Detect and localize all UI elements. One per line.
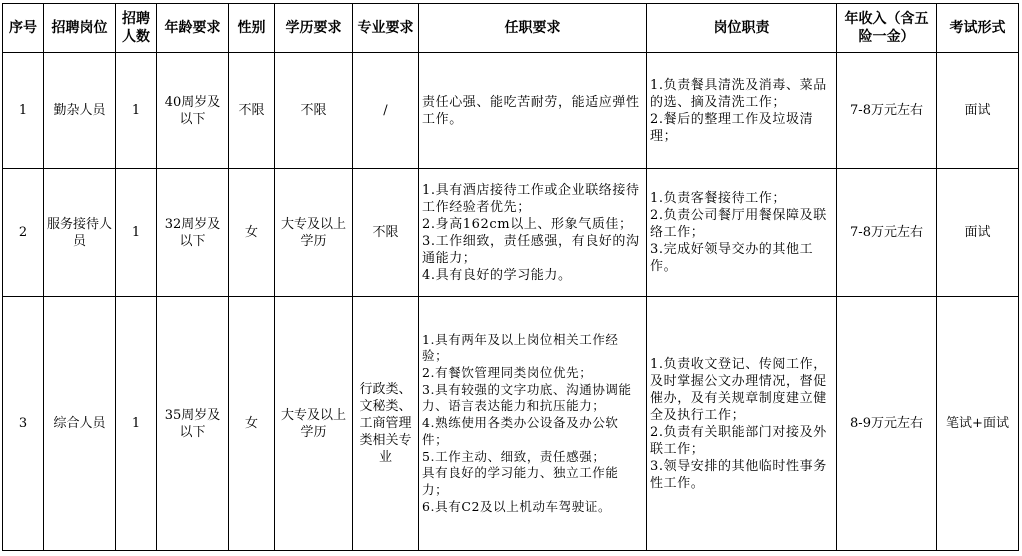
cell-education: 不限 <box>275 53 353 169</box>
cell-duties <box>647 169 837 297</box>
requirement-line: 1.具有两年及以上岗位相关工作经验； <box>422 331 619 364</box>
cell-salary: 7-8万元左右 <box>837 169 937 297</box>
cell-major: 不限 <box>353 169 419 297</box>
requirement-line: 6.具有C2及以上机动车驾驶证。 <box>422 498 612 514</box>
requirement-line: 2.有餐饮管理同类岗位优先； <box>422 365 593 381</box>
header-count: 招聘人数 <box>116 4 157 53</box>
header-index: 序号 <box>3 4 44 53</box>
cell-count: 1 <box>116 53 157 169</box>
duty-line: 1.负责餐具清洗及消毒、菜品的选、摘及清洗工作； <box>650 77 827 110</box>
header-requirements: 任职要求 <box>419 4 647 53</box>
header-education: 学历要求 <box>275 4 353 53</box>
header-exam: 考试形式 <box>937 4 1019 53</box>
cell-duties <box>647 297 837 551</box>
cell-age: 32周岁及以下 <box>157 169 229 297</box>
duty-line: 2.负责公司餐厅用餐保障及联络工作； <box>650 208 827 240</box>
duty-line: 3.完成好领导交办的其他工作。 <box>650 242 814 274</box>
requirement-line: 1.具有酒店接待工作或企业联络接待工作经验者优先； <box>422 182 640 215</box>
duty-line: 3.领导安排的其他临时性事务性工作。 <box>650 458 827 491</box>
header-row <box>3 4 1019 53</box>
cell-gender: 不限 <box>229 53 275 169</box>
cell-education: 大专及以上学历 <box>275 297 353 551</box>
cell-major: / <box>353 53 419 169</box>
header-age: 年龄要求 <box>157 4 229 53</box>
cell-salary: 7-8万元左右 <box>837 53 937 169</box>
cell-salary: 8-9万元左右 <box>837 297 937 551</box>
recruitment-table <box>2 3 1019 551</box>
requirement-line: 3.具有较强的文字功底、沟通协调能力、语言表达能力和抗压能力； <box>422 381 632 414</box>
duty-line: 1.负责客餐接待工作； <box>650 191 787 206</box>
cell-index: 2 <box>3 169 44 297</box>
requirement-line: 责任心强、能吃苦耐劳，能适应弹性工作。 <box>422 94 640 127</box>
cell-index: 1 <box>3 53 44 169</box>
cell-index: 3 <box>3 297 44 551</box>
cell-gender: 女 <box>229 169 275 297</box>
duty-line: 2.餐后的整理工作及垃圾清理； <box>650 111 814 144</box>
requirement-line: 3.工作细致，责任感强，有良好的沟通能力； <box>422 233 640 266</box>
cell-exam: 面试 <box>937 169 1019 297</box>
table-row <box>3 53 1019 169</box>
cell-duties <box>647 53 837 169</box>
header-duties: 岗位职责 <box>647 4 837 53</box>
header-salary: 年收入（含五险一金） <box>837 4 937 53</box>
table-row <box>3 297 1019 551</box>
requirement-line: 4.熟练使用各类办公设备及办公软件； <box>422 415 619 447</box>
table-row <box>3 169 1019 297</box>
cell-position: 综合人员 <box>44 297 116 551</box>
header-position: 招聘岗位 <box>44 4 116 53</box>
requirement-line: 2.身高162cm以上、形象气质佳； <box>422 216 633 232</box>
cell-requirements <box>419 297 647 551</box>
duty-line: 2.负责有关职能部门对接及外联工作； <box>650 424 827 457</box>
cell-requirements <box>419 53 647 169</box>
cell-count: 1 <box>116 169 157 297</box>
header-major: 专业要求 <box>353 4 419 53</box>
requirement-line: 5.工作主动、细致，责任感强； <box>422 448 606 464</box>
cell-requirements <box>419 169 647 297</box>
cell-count: 1 <box>116 297 157 551</box>
cell-exam: 面试 <box>937 53 1019 169</box>
cell-age: 40周岁及以下 <box>157 53 229 169</box>
cell-position: 勤杂人员 <box>44 53 116 169</box>
cell-education: 大专及以上学历 <box>275 169 353 297</box>
cell-major: 行政类、文秘类、工商管理类相关专业 <box>353 297 419 551</box>
cell-age: 35周岁及以下 <box>157 297 229 551</box>
cell-position: 服务接待人员 <box>44 169 116 297</box>
cell-gender: 女 <box>229 297 275 551</box>
cell-exam: 笔试+面试 <box>937 297 1019 551</box>
requirement-line: 4.具有良好的学习能力。 <box>422 267 572 283</box>
duty-line: 1.负责收文登记、传阅工作，及时掌握公文办理情况，督促催办，及有关规章制度建立健全及执行工作； <box>650 356 827 423</box>
header-gender: 性别 <box>229 4 275 53</box>
requirement-line: 具有良好的学习能力、独立工作能力； <box>422 465 619 497</box>
